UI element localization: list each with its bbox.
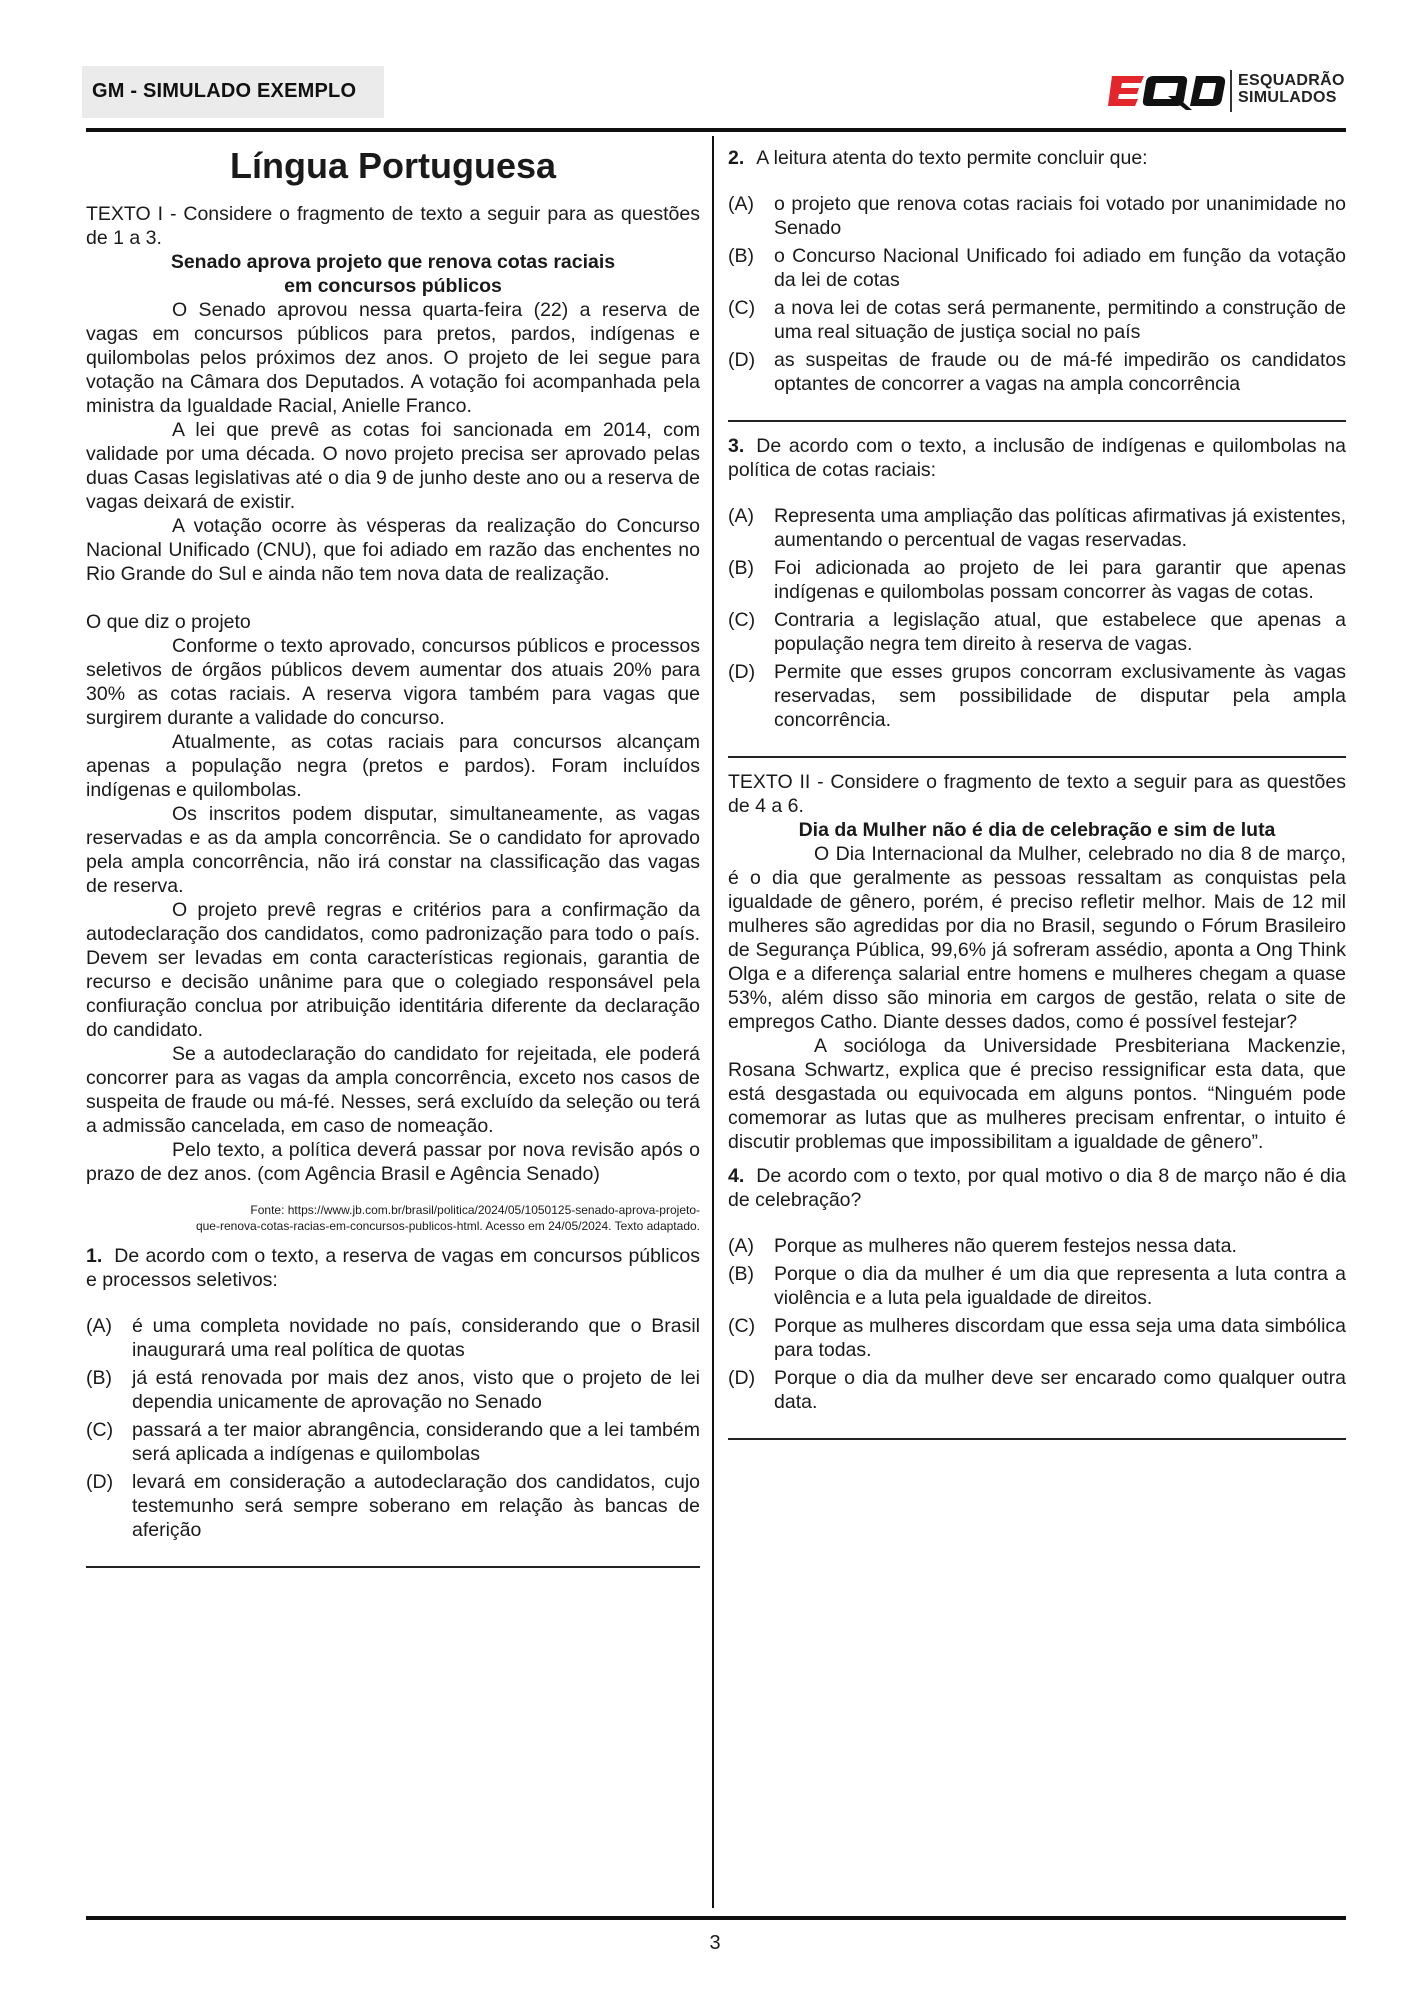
option-letter: (C) <box>728 297 756 319</box>
texto1-paragraph: Se a autodeclaração do candidato for rejeitada, ele poderá concorrer para as vagas da ampla concorrência, exceto nos casos de suspeita de fraude ou má-fé. Nesses, será excluído da seleção ou terá a admissão cancelada, em caso de nomeação. <box>86 1043 700 1137</box>
option-text: a nova lei de cotas será permanente, permitindo a construção de uma real situação de justiça social no país <box>774 297 1346 343</box>
question-2-stem <box>728 146 1346 170</box>
question-3-number: 3. <box>728 435 745 457</box>
question-4-number: 4. <box>728 1165 745 1187</box>
left-column <box>86 146 700 1580</box>
question-3-stem <box>728 434 1346 482</box>
texto1-paragraph: A votação ocorre às vésperas da realização do Concurso Nacional Unificado (CNU), que foi adiado em razão das enchentes no Rio Grande do Sul e ainda não tem nova data de realização. <box>86 515 700 585</box>
question-separator <box>728 1438 1346 1440</box>
option-letter: (A) <box>728 505 754 527</box>
texto2-paragraph: A socióloga da Universidade Presbiteriana Mackenzie, Rosana Schwartz, explica que é preciso ressignificar esta data, que está desgastada ou equivocada em alguns pontos. “Ninguém pode comemorar as lutas que as mulheres precisam enfrentar, o intuito é discutir problemas que impossibilitam a igualdade de gênero”. <box>728 1035 1346 1153</box>
exam-title: GM - SIMULADO EXEMPLO <box>92 80 357 102</box>
answer-option[interactable] <box>728 296 1346 344</box>
column-divider <box>712 136 714 1908</box>
texto1-intro: TEXTO I - Considere o fragmento de texto a seguir para as questões de 1 a 3. <box>86 203 700 249</box>
answer-option[interactable] <box>728 1314 1346 1362</box>
texto1-paragraph: A lei que prevê as cotas foi sancionada em 2014, com validade por uma década. O novo projeto precisa ser aprovado pelas duas Casas legislativas até o dia 9 de junho deste ano ou a reserva de vagas deixará de existir. <box>86 419 700 513</box>
eqd-logo-icon <box>1108 72 1226 110</box>
option-letter: (D) <box>86 1471 114 1493</box>
answer-option[interactable] <box>728 348 1346 396</box>
texto1-paragraph: Conforme o texto aprovado, concursos públicos e processos seletivos de órgãos públicos devem aumentar dos atuais 20% para 30% as cotas raciais. A reserva vigora também para vagas que surgirem durante a validade do concurso. <box>86 635 700 729</box>
answer-option[interactable] <box>728 192 1346 240</box>
option-letter: (D) <box>728 1367 756 1389</box>
option-text: levará em consideração a autodeclaração dos candidatos, cujo testemunho será sempre soberano em relação às bancas de aferição <box>132 1471 700 1541</box>
texto1-paragraph: Atualmente, as cotas raciais para concursos alcançam apenas a população negra (pretos e pardos). Foram incluídos indígenas e quilombolas. <box>86 731 700 801</box>
answer-option[interactable] <box>728 1262 1346 1310</box>
option-text: Foi adicionada ao projeto de lei para garantir que apenas indígenas e quilombolas possam concorrer às vagas de cotas. <box>774 557 1346 603</box>
question-1-stem <box>86 1244 700 1292</box>
texto2-headline: Dia da Mulher não é dia de celebração e sim de luta <box>798 819 1276 841</box>
subject-title: Língua Portuguesa <box>229 145 557 186</box>
texto1-subheading: O que diz o projeto <box>86 611 251 633</box>
question-1-options <box>86 1314 700 1542</box>
question-4-text: De acordo com o texto, por qual motivo o dia 8 de março não é dia de celebração? <box>728 1165 1346 1211</box>
option-letter: (B) <box>86 1367 112 1389</box>
answer-option[interactable] <box>728 556 1346 604</box>
texto2-paragraph: O Dia Internacional da Mulher, celebrado no dia 8 de março, é o dia que geralmente as pessoas ressaltam as conquistas pela igualdade de gênero, porém, é preciso refletir melhor. Mais de 12 mil mulheres são agredidas por dia no Brasil, segundo o Fórum Brasileiro de Segurança Pública, 99,6% já sofreram assédio, aponta a Ong Think Olga e a diferença salarial entre homens e mulheres chegam a quase 53%, além disso são minoria em cargos de gestão, relata o site de empregos Catho. Diante desses dados, como é possível festejar? <box>728 843 1346 1033</box>
option-text: Porque as mulheres não querem festejos nessa data. <box>774 1235 1237 1257</box>
option-text: já está renovada por mais dez anos, visto que o projeto de lei dependia unicamente de aprovação no Senado <box>132 1367 700 1413</box>
option-letter: (A) <box>728 193 754 215</box>
logo-divider <box>1230 70 1232 112</box>
texto1-headline-2: em concursos públicos <box>284 275 502 297</box>
question-4-stem <box>728 1164 1346 1212</box>
logo-text <box>1238 72 1345 106</box>
texto1-paragraph: Os inscritos podem disputar, simultaneamente, as vagas reservadas e as da ampla concorrência. Se o candidato for aprovado pela ampla concorrência, não irá constar na classificação das vagas de reserva. <box>86 803 700 897</box>
option-letter: (A) <box>86 1315 112 1337</box>
answer-option[interactable] <box>86 1366 700 1414</box>
option-text: Representa uma ampliação das políticas afirmativas já existentes, aumentando o percentual de vagas reservadas. <box>774 505 1346 551</box>
option-letter: (A) <box>728 1235 754 1257</box>
answer-option[interactable] <box>728 1366 1346 1414</box>
question-2-options <box>728 192 1346 396</box>
answer-option[interactable] <box>728 660 1346 732</box>
texto1-paragraph: O Senado aprovou nessa quarta-feira (22) a reserva de vagas em concursos públicos para pretos, pardos, indígenas e quilombolas pelos próximos dez anos. O projeto de lei segue para votação na Câmara dos Deputados. A votação foi acompanhada pela ministra da Igualdade Racial, Anielle Franco. <box>86 299 700 417</box>
option-letter: (D) <box>728 349 756 371</box>
option-text: o projeto que renova cotas raciais foi votado por unanimidade no Senado <box>774 193 1346 239</box>
option-text: o Concurso Nacional Unificado foi adiado em função da votação da lei de cotas <box>774 245 1346 291</box>
option-text: é uma completa novidade no país, considerando que o Brasil inaugurará uma real política de quotas <box>132 1315 700 1361</box>
answer-option[interactable] <box>86 1470 700 1542</box>
logo-line-1: ESQUADRÃO <box>1238 72 1345 89</box>
texto2-intro: TEXTO II - Considere o fragmento de texto a seguir para as questões de 4 a 6. <box>728 771 1346 817</box>
option-text: passará a ter maior abrangência, considerando que a lei também será aplicada a indígenas e quilombolas <box>132 1419 700 1465</box>
question-separator <box>728 420 1346 422</box>
exam-title-box <box>82 66 384 118</box>
texto1-paragraph: O projeto prevê regras e critérios para a confirmação da autodeclaração dos candidatos, como padronização para todo o país. Devem ser levadas em conta características regionais, garantia de recurso e decisão unânime para que o colegiado responsável pela confiuração conclua por atribuição identitária diferente da declaração do candidato. <box>86 899 700 1041</box>
answer-option[interactable] <box>86 1418 700 1466</box>
answer-option[interactable] <box>86 1314 700 1362</box>
header-rule <box>86 128 1346 132</box>
question-1-number: 1. <box>86 1245 103 1267</box>
option-letter: (C) <box>86 1419 114 1441</box>
option-letter: (D) <box>728 661 756 683</box>
question-3-text: De acordo com o texto, a inclusão de indígenas e quilombolas na política de cotas raciais: <box>728 435 1346 481</box>
answer-option[interactable] <box>728 244 1346 292</box>
option-text: Porque as mulheres discordam que essa seja uma data simbólica para todas. <box>774 1315 1346 1361</box>
question-2-number: 2. <box>728 147 745 169</box>
right-column <box>728 146 1346 1452</box>
question-3-options <box>728 504 1346 732</box>
question-2-text: A leitura atenta do texto permite concluir que: <box>756 147 1148 169</box>
option-letter: (C) <box>728 1315 756 1337</box>
option-text: Permite que esses grupos concorram exclusivamente às vagas reservadas, sem possibilidade de disputar pela ampla concorrência. <box>774 661 1346 731</box>
texto1-paragraph: Pelo texto, a política deverá passar por nova revisão após o prazo de dez anos. (com Agência Brasil e Agência Senado) <box>86 1139 700 1185</box>
answer-option[interactable] <box>728 608 1346 656</box>
question-4-options <box>728 1234 1346 1414</box>
option-text: Porque o dia da mulher é um dia que representa a luta contra a violência e a luta pela igualdade de direitos. <box>774 1263 1346 1309</box>
source-line-2: que-renova-cotas-racias-em-concursos-publicos-html. Acesso em 24/05/2024. Texto adaptado. <box>195 1219 700 1233</box>
question-1-text: De acordo com o texto, a reserva de vagas em concursos públicos e processos seletivos: <box>86 1245 700 1291</box>
question-separator <box>728 756 1346 758</box>
page-number: 3 <box>709 1932 721 1954</box>
brand-logo <box>1108 68 1350 114</box>
option-text: Porque o dia da mulher deve ser encarado como qualquer outra data. <box>774 1367 1346 1413</box>
question-separator <box>86 1566 700 1568</box>
option-letter: (C) <box>728 609 756 631</box>
texto1-source <box>86 1202 700 1234</box>
texto1-headline-1: Senado aprova projeto que renova cotas raciais <box>170 251 616 273</box>
logo-line-2: SIMULADOS <box>1238 89 1337 106</box>
answer-option[interactable] <box>728 1234 1346 1258</box>
option-text: Contraria a legislação atual, que estabelece que apenas a população negra tem direito à reserva de vagas. <box>774 609 1346 655</box>
option-text: as suspeitas de fraude ou de má-fé impedirão os candidatos optantes de concorrer a vagas na ampla concorrência <box>774 349 1346 395</box>
option-letter: (B) <box>728 1263 754 1285</box>
footer-rule <box>86 1916 1346 1920</box>
source-line-1: Fonte: https://www.jb.com.br/brasil/politica/2024/05/1050125-senado-aprova-projeto- <box>250 1203 700 1217</box>
answer-option[interactable] <box>728 504 1346 552</box>
option-letter: (B) <box>728 557 754 579</box>
option-letter: (B) <box>728 245 754 267</box>
